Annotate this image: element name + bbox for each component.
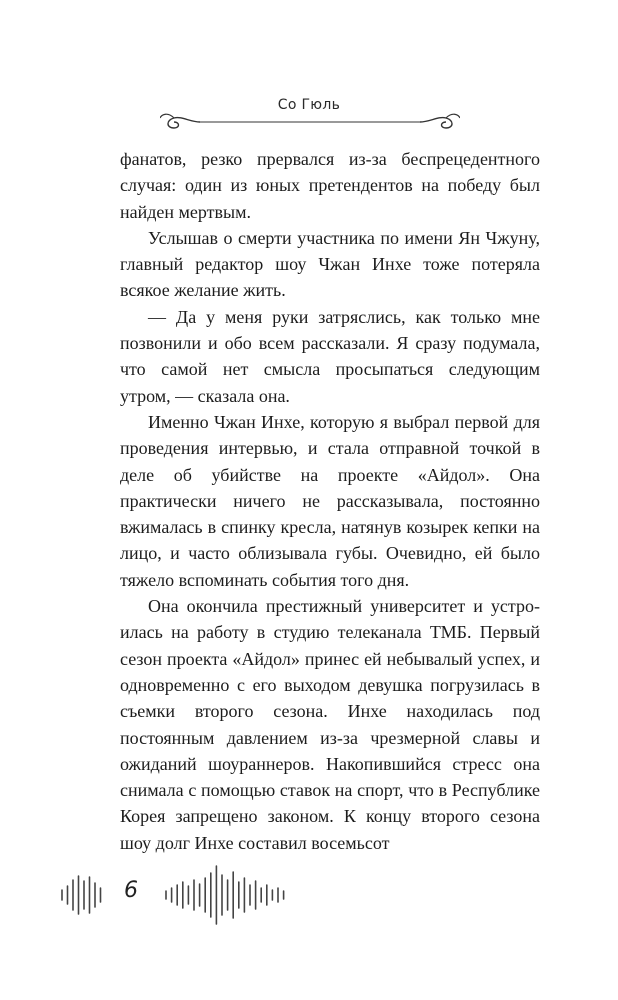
body-text <box>120 146 540 856</box>
paragraph-3: — Да у меня руки затряслись, как только мне позвонили и обо всем рассказали. Я сразу подумала, что самой нет смысла просыпаться следующим утром, — сказала она. <box>120 306 540 406</box>
paragraph-5: Она окончила престижный университет и устроилась на работу в студию телеканала ТМБ. Первый сезон проекта «Айдол» принес ей небывалый успех, и одновременно с его выходом девушка погрузилась в съемки второго сезона. Инхе находилась под постоянным давлением из-за чрезмерной славы и ожиданий шоураннеров. Накопившийся стресс она снимала с помощью ставок на спорт, что в Республике Корея запрещено законом. К концу второго сезона шоу долг Инхе составил восемьсот <box>120 596 540 853</box>
paragraph-4: Именно Чжан Инхе, которую я выбрал первой для проведения интервью, и стала отправной точкой в деле об убийстве на проекте «Айдол». Она практически ничего не рассказывала, постоянно вжималась в спинку кресла, натянув козырек кепки на лицо, и часто облизывала губы. Очевидно, ей было тяжело вспоминать события того дня. <box>120 411 540 590</box>
paragraph-2: Услышав о смерти участника по имени Ян Чжуну, главный редактор шоу Чжан Инхе тоже потеряла всякое желание жить. <box>120 227 540 301</box>
page-number: 6 <box>124 878 138 903</box>
soundwave-decoration-icon <box>60 865 320 925</box>
paragraph-1: фанатов, резко прервался из-за беспрецедентного случая: один из юных претендентов на победу был найден мертвым. <box>120 149 540 222</box>
running-header-author: Со Гюль <box>277 97 341 113</box>
header-flourish-ornament <box>160 108 460 138</box>
